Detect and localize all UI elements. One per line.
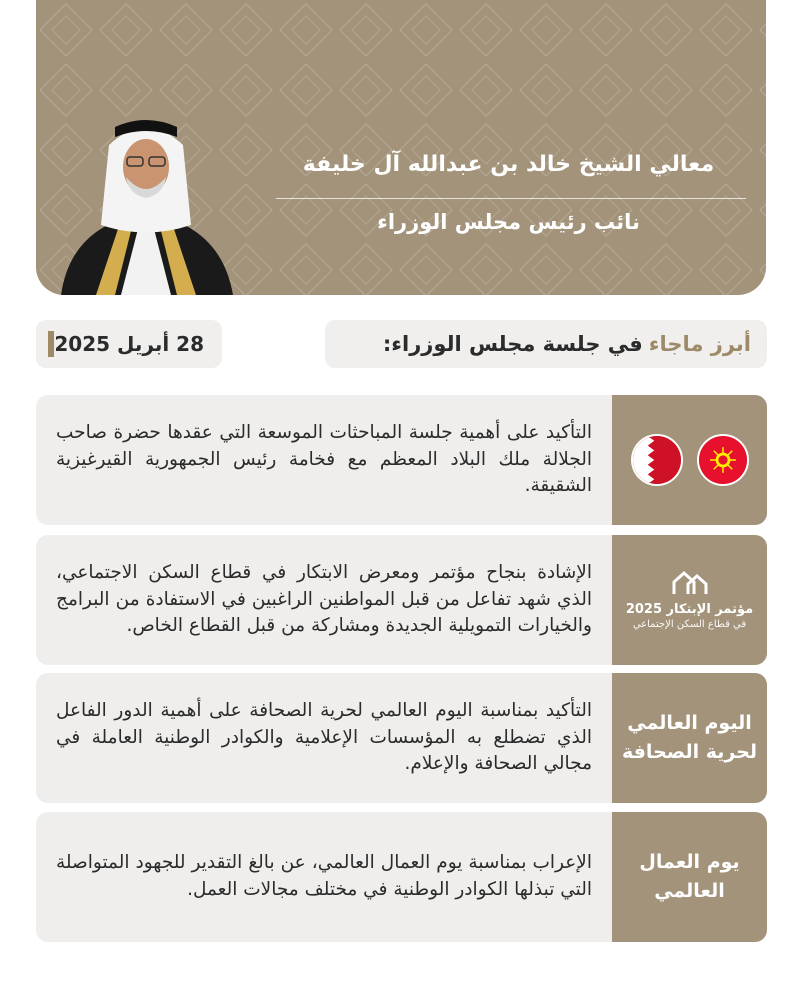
header-divider: [276, 198, 746, 199]
section-heading-accent: أبرز ماجاء: [648, 332, 751, 356]
card-text-content: التأكيد بمناسبة اليوم العالمي لحرية الصحافة على أهمية الدور الفاعل الذي تضطلع به المؤسسات الإعلامية والكوادر الوطنية العاملة في مجالي الصحافة والإعلام.: [56, 699, 592, 775]
section-heading: [325, 320, 767, 368]
card-side-panel: [612, 812, 767, 942]
side-label-line2: العالمي: [654, 880, 725, 902]
minister-position: نائب رئيس مجلس الوزراء: [377, 210, 640, 234]
section-heading-rest: في جلسة مجلس الوزراء:: [382, 332, 643, 356]
card-text-content: الإعراب بمناسبة يوم العمال العالمي، عن بالغ التقدير للجهود المتواصلة التي تبذلها الكوادر الوطنية في مختلف مجالات العمل.: [56, 852, 592, 900]
card-text-content: التأكيد على أهمية جلسة المباحثات الموسعة التي عقدها حضرة صاحب الجلالة ملك البلاد المعظم مع فخامة رئيس الجمهورية القيرغيزية الشقيقة.: [56, 421, 592, 497]
side-label-line1: يوم العمال: [639, 850, 740, 873]
side-label-line1: اليوم العالمي: [627, 711, 752, 734]
kyrgyzstan-flag-icon: [697, 434, 749, 486]
card-text: [56, 812, 592, 942]
highlight-card-press-freedom: [36, 673, 767, 803]
date-badge: [36, 320, 222, 368]
date-accent-bar: [48, 331, 54, 357]
minister-name: معالي الشيخ خالد بن عبدالله آل خليفة: [302, 152, 715, 177]
conference-subtitle: في قطاع السكن الإجتماعي: [632, 619, 747, 630]
houses-icon: [670, 570, 710, 596]
card-text-content: الإشادة بنجاح مؤتمر ومعرض الابتكار في قطاع السكن الاجتماعي، الذي شهد تفاعل من قبل المواطنين الراغبين في الاستفادة من البرامج والخيارات التمويلية الجديدة ومشاركة من قبل القطاع الخاص.: [56, 561, 592, 637]
card-side-panel: [612, 535, 767, 665]
session-date: 28 أبريل 2025: [54, 332, 204, 356]
highlight-card-housing-conference: [36, 535, 767, 665]
highlight-card-labour-day: [36, 812, 767, 942]
card-side-panel: [612, 395, 767, 525]
card-side-panel: [612, 673, 767, 803]
minister-portrait: [51, 105, 241, 295]
header-banner: [36, 0, 766, 295]
card-text: [56, 395, 592, 525]
card-text: [56, 673, 592, 803]
highlight-card-kyrgyz-talks: [36, 395, 767, 525]
flags-group: [631, 434, 749, 486]
side-label-line2: لحرية الصحافة: [621, 741, 758, 763]
conference-logo: [626, 570, 753, 630]
card-text: [56, 535, 592, 665]
bahrain-flag-icon: [631, 434, 683, 486]
conference-title: مؤتمر الإبتكار 2025: [625, 602, 754, 617]
